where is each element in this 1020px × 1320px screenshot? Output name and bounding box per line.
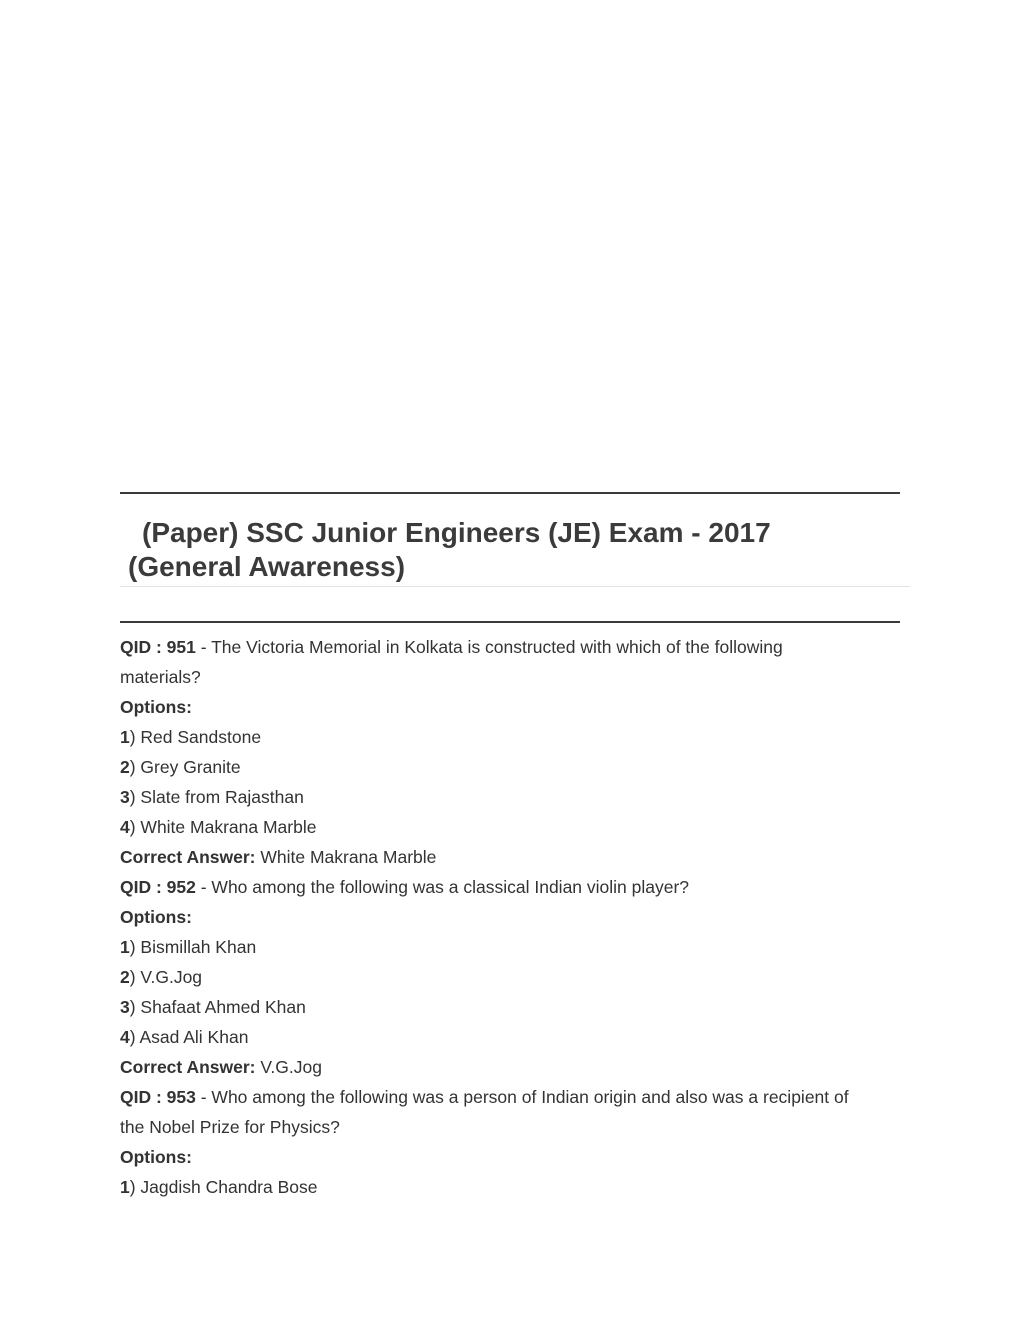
option-text: ) V.G.Jog xyxy=(129,967,203,987)
option-number: 2 xyxy=(120,967,130,987)
option-item xyxy=(120,992,900,1022)
top-divider xyxy=(120,492,900,494)
title-line-2: (General Awareness) xyxy=(128,551,406,582)
option-text: ) Jagdish Chandra Bose xyxy=(129,1177,318,1197)
title-box xyxy=(120,516,910,587)
option-number: 1 xyxy=(120,727,130,747)
question-block xyxy=(120,1082,900,1202)
content-divider xyxy=(120,621,900,623)
options-label: Options: xyxy=(120,1147,192,1167)
option-text: ) Red Sandstone xyxy=(129,727,262,747)
options-label: Options: xyxy=(120,907,192,927)
option-item xyxy=(120,722,900,752)
options-label: Options: xyxy=(120,697,192,717)
title-line-1: (Paper) SSC Junior Engineers (JE) Exam - 2017 xyxy=(142,517,771,548)
option-text: ) Grey Granite xyxy=(129,757,241,777)
option-item xyxy=(120,1172,900,1202)
option-number: 2 xyxy=(120,757,130,777)
question-text-line-1: - Who among the following was a person of Indian origin and also was a recipient of xyxy=(195,1087,849,1107)
option-item xyxy=(120,932,900,962)
option-text: ) Slate from Rajasthan xyxy=(129,787,304,807)
option-number: 4 xyxy=(120,1027,130,1047)
option-number: 4 xyxy=(120,817,130,837)
correct-answer-label: Correct Answer: xyxy=(120,847,256,867)
question-text xyxy=(120,1082,900,1112)
question-text xyxy=(120,632,900,662)
page-title xyxy=(128,516,910,586)
option-text: ) Bismillah Khan xyxy=(129,937,257,957)
correct-answer xyxy=(120,1052,900,1082)
question-text-line-2: materials? xyxy=(120,667,201,687)
question-text-line-1: - The Victoria Memorial in Kolkata is constructed with which of the following xyxy=(195,637,783,657)
question-list xyxy=(120,632,900,1202)
question-text xyxy=(120,872,900,902)
question-block xyxy=(120,872,900,1082)
option-text: ) White Makrana Marble xyxy=(129,817,317,837)
option-item xyxy=(120,962,900,992)
qid-label: QID : 953 xyxy=(120,1087,196,1107)
qid-label: QID : 952 xyxy=(120,877,196,897)
correct-answer-value: V.G.Jog xyxy=(255,1057,322,1077)
option-number: 1 xyxy=(120,1177,130,1197)
option-text: ) Shafaat Ahmed Khan xyxy=(129,997,306,1017)
option-number: 3 xyxy=(120,997,130,1017)
option-number: 1 xyxy=(120,937,130,957)
option-number: 3 xyxy=(120,787,130,807)
document-page xyxy=(120,492,900,1202)
option-item xyxy=(120,782,900,812)
question-text-line-2: the Nobel Prize for Physics? xyxy=(120,1117,340,1137)
correct-answer xyxy=(120,842,900,872)
qid-label: QID : 951 xyxy=(120,637,196,657)
question-text-line-1: - Who among the following was a classical Indian violin player? xyxy=(195,877,690,897)
question-block xyxy=(120,632,900,872)
option-item xyxy=(120,752,900,782)
option-item xyxy=(120,1022,900,1052)
correct-answer-value: White Makrana Marble xyxy=(255,847,437,867)
correct-answer-label: Correct Answer: xyxy=(120,1057,256,1077)
option-text: ) Asad Ali Khan xyxy=(129,1027,249,1047)
option-item xyxy=(120,812,900,842)
